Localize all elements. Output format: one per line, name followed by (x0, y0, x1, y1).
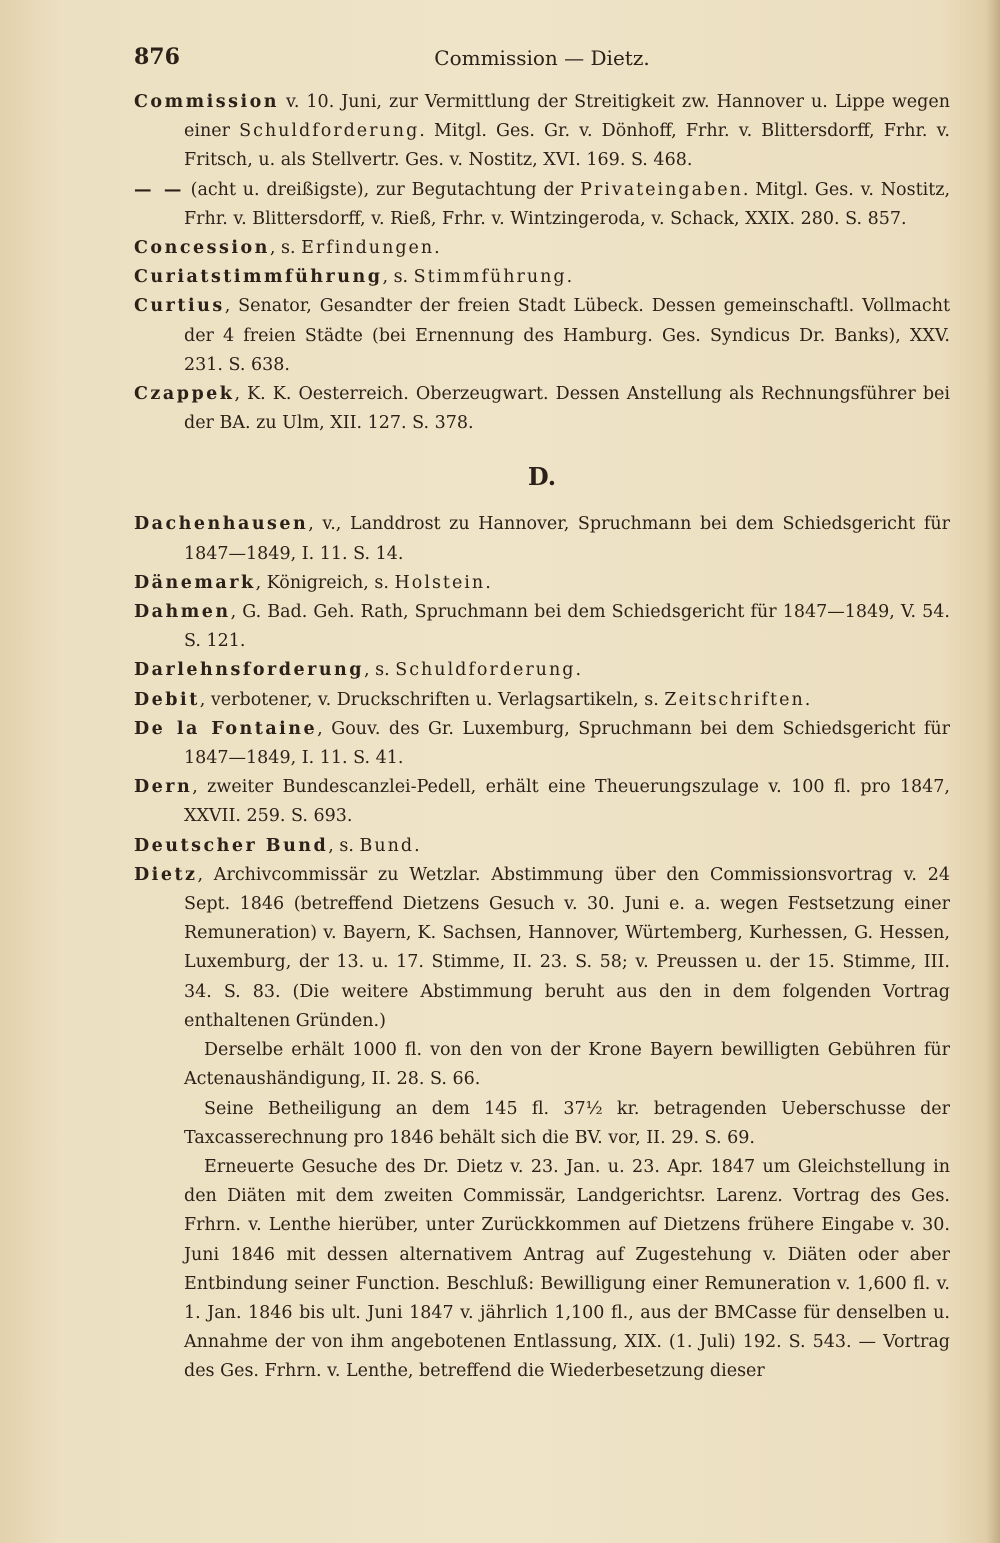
entry-text: v. 10. Juni, zur Vermittlung der Streitigkeit zw. Hannover u. Lippe wegen einer (184, 92, 950, 142)
entry-cross-reference: Schuldforderung (395, 660, 576, 681)
entry-text: , G. Bad. Geh. Rath, Spruchmann bei dem Schiedsgericht für 1847—1849, V. 54. S. 121. (184, 602, 950, 652)
entry-headword: Dänemark (134, 572, 256, 593)
entry-cross-reference: Holstein (394, 572, 486, 593)
index-entry (134, 715, 950, 773)
index-entry (134, 234, 950, 263)
index-content (134, 88, 950, 1387)
entry-paragraph: Erneuerte Gesuche des Dr. Dietz v. 23. Jan. u. 23. Apr. 1847 um Gleichstellung in den Diäten mit dem zweiten Commissär, Landgerichtsr. Larenz. Vortrag des Ges. Frhrn. v. Lenthe hierüber, unter Zurückkommen auf Dietzens frühere Eingabe v. 30. Juni 1846 mit dessen alternativem Antrag auf Zugestehung v. Diäten oder aber Entbindung seiner Function. Beschluß: Bewilligung einer Remuneration v. 1,600 fl. v. 1. Jan. 1846 bis ult. Juni 1847 v. jährlich 1,100 fl., aus der BMCasse für denselben u. Annahme der von ihm angebotenen Entlassung, XIX. (1. Juli) 192. S. 543. — Vortrag des Ges. Frhrn. v. Lenthe, betreffend die Wiederbesetzung dieser (184, 1156, 950, 1382)
entry-headword: Dahmen (134, 602, 231, 623)
index-entry (134, 510, 950, 568)
entry-text-tail: . (434, 238, 440, 259)
entry-text: , Senator, Gesandter der freien Stadt Lübeck. Dessen gemeinschaftl. Vollmacht der 4 freien Städte (bei Ernennung des Hamburg. Ges. Syndicus Dr. Banks), XXV. 231. S. 638. (184, 296, 950, 375)
section-letter-d: D. (527, 462, 557, 492)
entry-cross-reference: Erfindungen (301, 238, 435, 259)
index-entry (134, 686, 950, 715)
index-entry (134, 832, 950, 861)
entry-headword: De la Fontaine (134, 718, 318, 739)
entry-headword: Debit (134, 689, 200, 710)
page-header (134, 44, 950, 74)
index-entry (134, 569, 950, 598)
entry-cross-reference: Zeitschriften (664, 689, 805, 710)
index-entry (134, 861, 950, 1036)
entry-text-tail: . (575, 660, 582, 681)
entry-headword: Dietz (134, 864, 198, 885)
index-entry (134, 598, 950, 656)
entry-text-tail: . Mitgl. Ges. v. Nostitz, Frhr. v. Blittersdorff, v. Rieß, Frhr. v. Wintzingeroda, v. Schack, XXIX. 280. S. 857. (184, 179, 951, 229)
entry-text-tail: . (414, 835, 420, 856)
entry-text: , v., Landdrost zu Hannover, Spruchmann bei dem Schiedsgericht für 1847—1849, I. 11. S. 14. (184, 514, 950, 564)
entries-c-section (134, 88, 950, 438)
entry-headword: Dachenhausen (134, 514, 309, 535)
index-entry (134, 292, 950, 380)
entry-headword: Darlehnsforderung (134, 660, 365, 681)
entry-headword: Dern (134, 777, 193, 798)
index-entry (134, 656, 950, 685)
entry-paragraph: Seine Betheiligung an dem 145 fl. 37½ kr. betragenden Ueberschusse der Taxcasserechnung pro 1846 behält sich die BV. vor, II. 29. S. 69. (184, 1098, 950, 1148)
index-entry (134, 263, 950, 292)
entry-text: , s. (382, 267, 414, 288)
entry-text: , verbotener, v. Druckschriften u. Verlagsartikeln, s. (199, 689, 665, 710)
entry-headword: Commission (134, 92, 280, 112)
entry-text: , Königreich, s. (255, 572, 395, 593)
entry-text-tail: . Mitgl. Ges. Gr. v. Dönhoff, Frhr. v. Blittersdorff, Frhr. v. Fritsch, u. als Stellvertr. Ges. v. Nostitz, XVI. 169. S. 468. (184, 121, 950, 171)
entry-headword: Curiatstimmführung (134, 267, 383, 288)
entry-text: , zweiter Bundescanzlei-Pedell, erhält eine Theuerungszulage v. 100 fl. pro 1847, XXVII. 259. S. 693. (184, 777, 950, 827)
entry-headword: Czappek (134, 384, 235, 405)
entry-cross-reference: Stimmführung (413, 267, 567, 288)
index-entry (134, 380, 950, 438)
index-entry (134, 88, 950, 176)
entry-text: , Gouv. des Gr. Luxemburg, Spruchmann bei dem Schiedsgericht für 1847—1849, I. 11. S. 41. (184, 718, 950, 769)
entry-text: , s. (269, 238, 302, 259)
entry-paragraph: Derselbe erhält 1000 fl. von den von der Krone Bayern bewilligten Gebühren für Actenaushändigung, II. 28. S. 66. (184, 1040, 950, 1090)
entry-cross-reference: Privateingaben (580, 179, 743, 200)
entries-d-section (134, 510, 950, 1036)
entry-headword: Concession (134, 238, 270, 259)
entry-text: (acht u. dreißigste), zur Begutachtung der (183, 179, 581, 200)
entry-headword: — — (134, 179, 184, 200)
page-number: 876 (134, 44, 180, 70)
entry-headword: Deutscher Bund (134, 835, 329, 856)
index-entry (134, 773, 950, 831)
entry-text: , K. K. Oesterreich. Oberzeugwart. Dessen Anstellung als Rechnungsführer bei der BA. zu Ulm, XII. 127. S. 378. (184, 384, 950, 434)
entry-cross-reference: Bund (359, 835, 415, 856)
entry-text-tail: . (804, 689, 811, 710)
entry-cross-reference: Schuldforderung (239, 121, 420, 142)
entry-text: , Archivcommissär zu Wetzlar. Abstimmung über den Commissionsvortrag v. 24 Sept. 1846 (betreffend Dietzens Gesuch v. 30. Juni e. a. wegen Festsetzung einer Remuneration) v. Bayern, K. Sachsen, Hannover, Würtemberg, Kurhessen, G. Hessen, Luxemburg, der 13. u. 17. Stimme, II. 23. S. 58; v. Preussen u. der 15. Stimme, III. 34. S. 83. (Die weitere Abstimmung beruht aus den in dem folgenden Vortrag enthaltenen Gründen.) (184, 864, 950, 1031)
entry-text: , s. (364, 660, 396, 681)
entry-headword: Curtius (134, 296, 225, 317)
page-edge-shadow (986, 0, 1000, 1543)
index-entry (134, 176, 950, 234)
running-head: Commission — Dietz. (434, 46, 650, 70)
entry-text-tail: . (566, 267, 573, 288)
entry-text: , s. (328, 835, 360, 856)
entry-text-tail: . (485, 572, 491, 593)
dietz-continuation (134, 1036, 950, 1386)
